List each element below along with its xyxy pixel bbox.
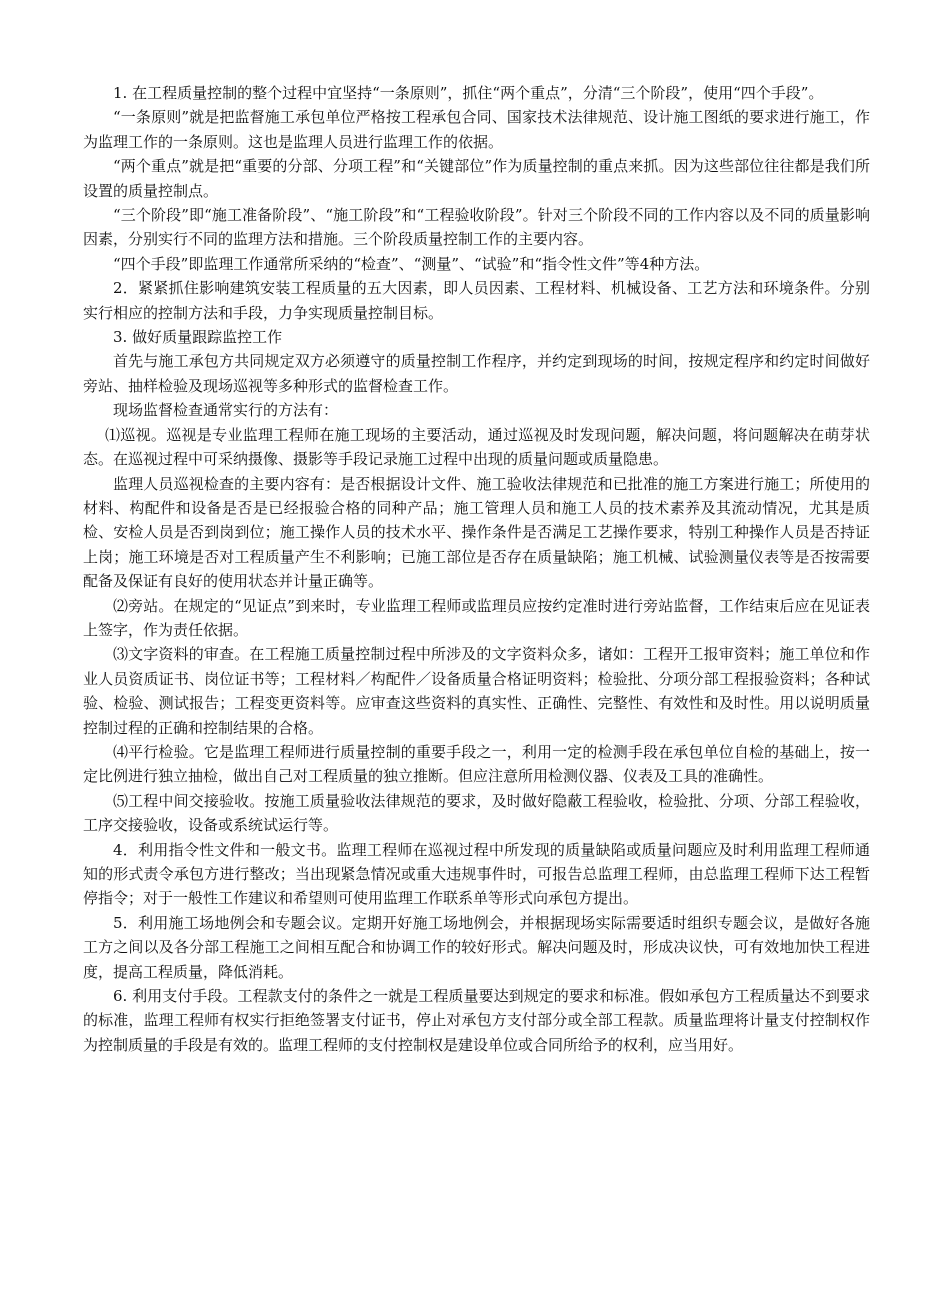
paragraph-three-stages: “三个阶段”即“施工准备阶段”、“施工阶段”和“工程验收阶段”。针对三个阶段不同的工作内容以及不同的质量影响因素，分别实行不同的监理方法和措施。三个阶段质量控制工作的主要内容。 [83, 206, 870, 249]
paragraph-patrol-content: 监理人员巡视检查的主要内容有：是否根据设计文件、施工验收法律规范和已批准的施工方案进行施工；所使用的材料、构配件和设备是否是已经报验合格的同种产品；施工管理人员和施工人员的技术素养及其流动情况，尤其是质检、安检人员是否到岗到位；施工操作人员的技术水平、操作条件是否满足工艺操作要求，特别工种操作人员是否持证上岗；施工环境是否对工程质量产生不利影响；已施工部位是否存在质量缺陷；施工机械、试验测量仪表等是否按需要配备及保证有良好的使用状态并计量正确等。 [83, 474, 870, 591]
paragraph-side-station: ⑵旁站。在规定的“见证点”到来时，专业监理工程师或监理员应按约定准时进行旁站监督，工作结束后应在见证表上签字，作为责任依据。 [83, 596, 870, 639]
paragraph-6-payment: 6. 利用支付手段。工程款支付的条件之一就是工程质量要达到规定的要求和标准。假如承包方工程质量达不到要求的标准，监理工程师有权实行拒绝签署支付证书，停止对承包方支付部分或全部工程款。质量监理将计量支付控制权作为控制质量的手段是有效的。监理工程师的支付控制权是建设单位或合同所给予的权利，应当用好。 [83, 987, 870, 1054]
paragraph-four-means: “四个手段”即监理工作通常所采纳的“检查”、“测量”、“试验”和“指令性文件”等4种方法。 [113, 254, 710, 273]
paragraph-two-focus: “两个重点”就是把“重要的分部、分项工程”和“关键部位”作为质量控制的重点来抓。因为这些部位往往都是我们所设置的质量控制点。 [83, 157, 870, 200]
paragraph-document-review: ⑶文字资料的审查。在工程施工质量控制过程中所涉及的文字资料众多，诸如：工程开工报审资料；施工单位和作业人员资质证书、岗位证书等；工程材料／构配件／设备质量合格证明资料；检验批、分项分部工程报验资料；各种试验、检验、测试报告；工程变更资料等。应审查这些资料的真实性、正确性、完整性、有效性和及时性。用以说明质量控制过程的正确和控制结果的合格。 [83, 645, 870, 737]
document-body [83, 81, 870, 1057]
paragraph-procedure: 首先与施工承包方共同规定双方必须遵守的质量控制工作程序，并约定到现场的时间，按规定程序和约定时间做好旁站、抽样检验及现场巡视等多种形式的监督检查工作。 [83, 352, 870, 395]
paragraph-3-heading: 3. 做好质量跟踪监控工作 [113, 328, 283, 347]
paragraph-2-five-factors: 2．紧紧抓住影响建筑安装工程质量的五大因素，即人员因素、工程材料、机械设备、工艺方法和环境条件。分别实行相应的控制方法和手段，力争实现质量控制目标。 [83, 279, 870, 322]
paragraph-1-intro: 1. 在工程质量控制的整个过程中宜坚持“一条原则”，抓住“两个重点”，分清“三个阶段”，使用“四个手段”。 [113, 84, 824, 102]
paragraph-intermediate-acceptance: ⑸工程中间交接验收。按施工质量验收法律规范的要求，及时做好隐蔽工程验收，检验批、分项、分部工程验收，工序交接验收，设备或系统试运行等。 [83, 791, 870, 835]
paragraph-parallel-inspection: ⑷平行检验。它是监理工程师进行质量控制的重要手段之一，利用一定的检测手段在承包单位自检的基础上，按一定比例进行独立抽检，做出自己对工程质量的独立推断。但应注意所用检测仪器、仪表及工具的准确性。 [83, 742, 870, 786]
paragraph-5-meetings: 5．利用施工场地例会和专题会议。定期开好施工场地例会，并根据现场实际需要适时组织专题会议，是做好各施工方之间以及各分部工程施工之间相互配合和协调工作的较好形式。解决问题及时，形成决议快，可有效地加快工程进度，提高工程质量，降低消耗。 [83, 913, 870, 981]
paragraph-patrol: ⑴巡视。巡视是专业监理工程师在施工现场的主要活动，通过巡视及时发现问题，解决问题，将问题解决在萌芽状态。在巡视过程中可采纳摄像、摄影等手段记录施工过程中出现的质量问题或质量隐患。 [83, 425, 870, 469]
paragraph-methods-intro: 现场监督检查通常实行的方法有： [113, 401, 339, 420]
paragraph-4-directives: 4．利用指令性文件和一般文书。监理工程师在巡视过程中所发现的质量缺陷或质量问题应及时利用监理工程师通知的形式责令承包方进行整改；当出现紧急情况或重大违规事件时，可报告总监理工程师，由总监理工程师下达工程暂停指令；对于一般性工作建议和希望则可使用监理工作联系单等形式向承包方提出。 [83, 840, 870, 908]
paragraph-one-principle: “一条原则”就是把监督施工承包单位严格按工程承包合同、国家技术法律规范、设计施工图纸的要求进行施工，作为监理工作的一条原则。这也是监理人员进行监理工作的依据。 [83, 108, 870, 151]
